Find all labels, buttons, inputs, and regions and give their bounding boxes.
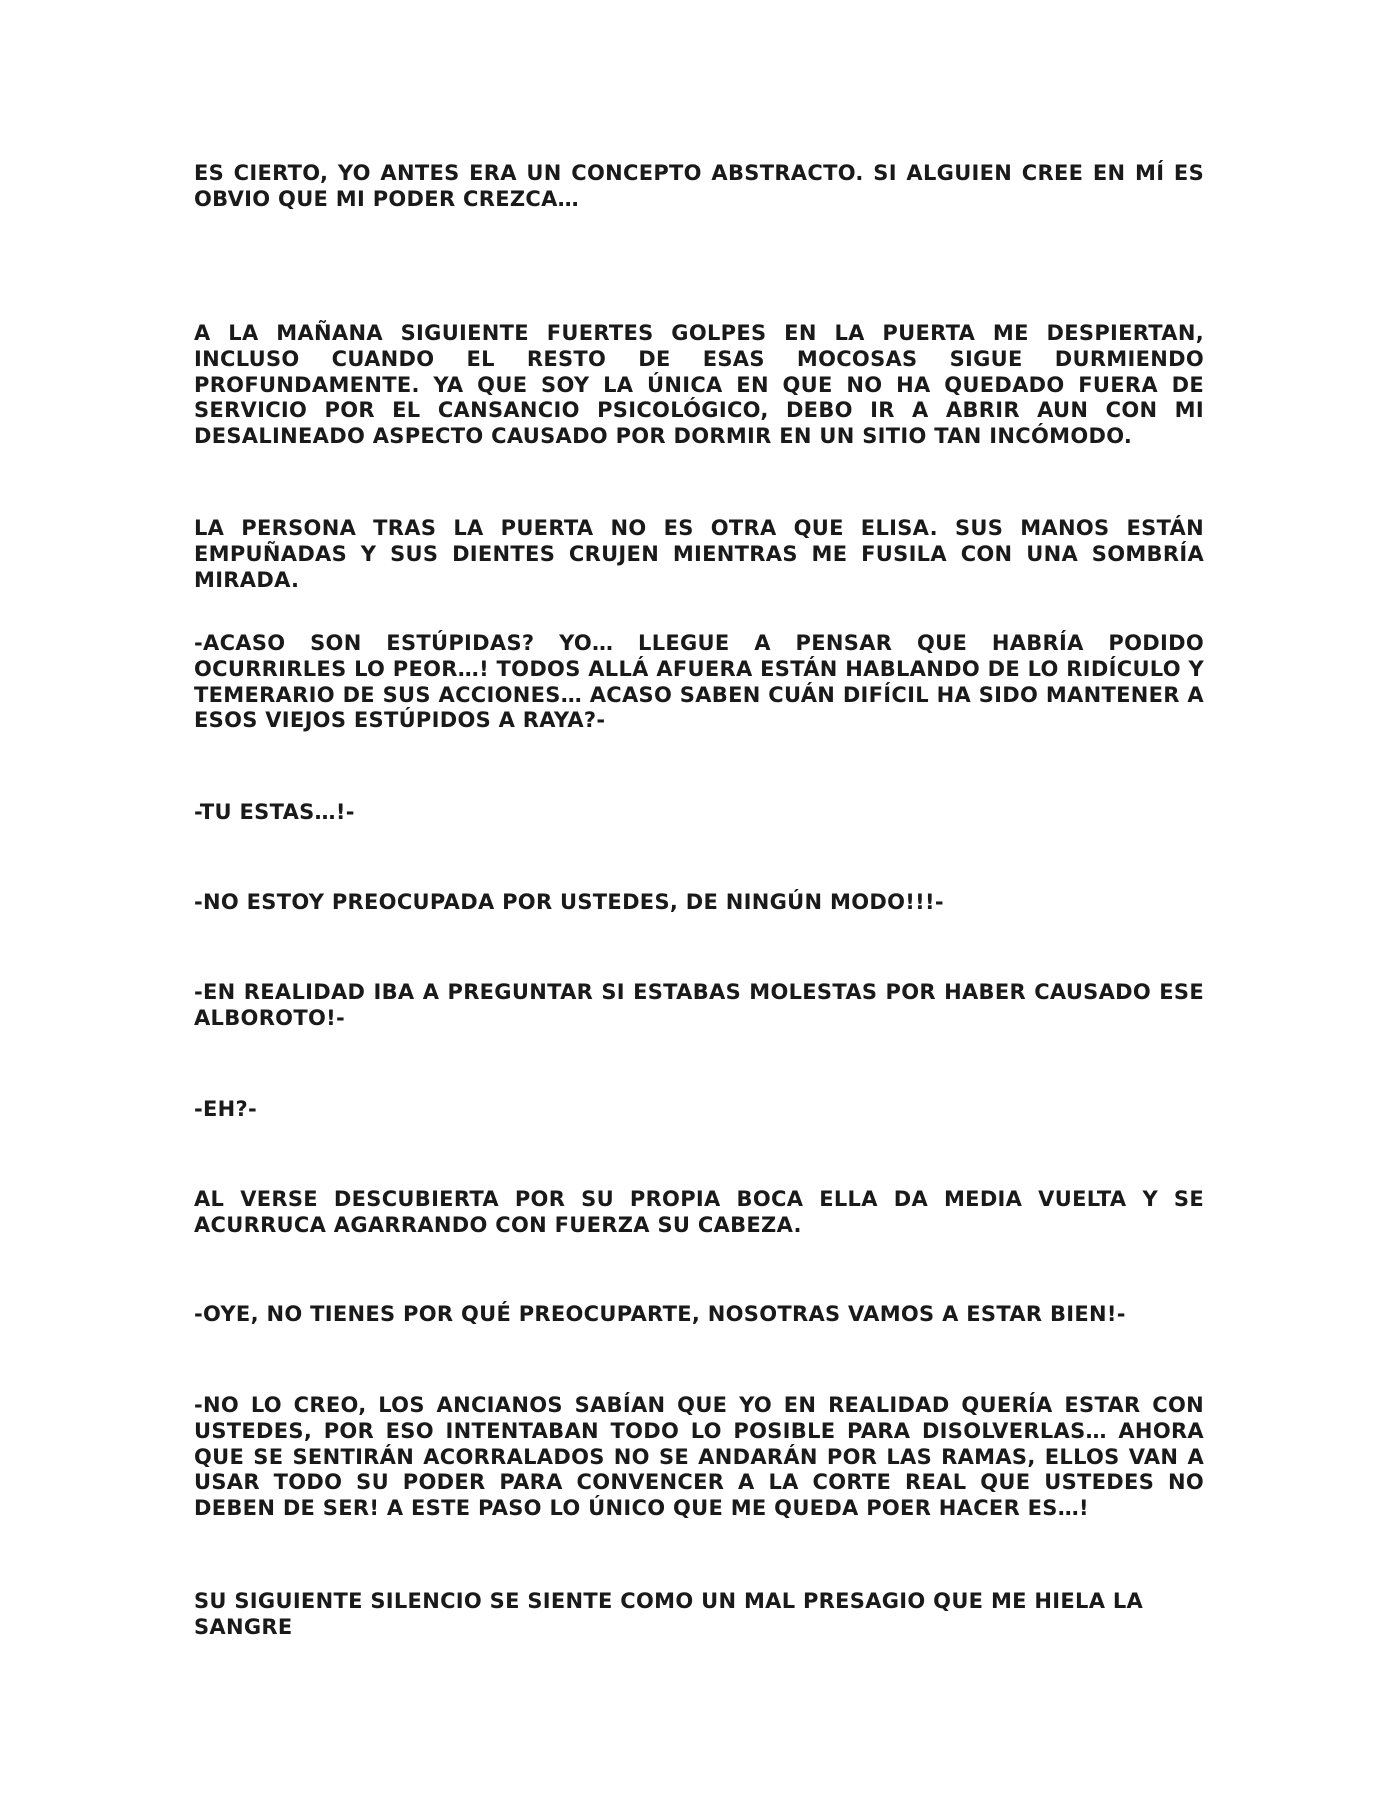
paragraph-6: -NO ESTOY PREOCUPADA POR USTEDES, DE NINGÚN MODO!!!- — [194, 890, 944, 914]
paragraph-11: -NO LO CREO, LOS ANCIANOS SABÍAN QUE YO EN REALIDAD QUERÍA ESTAR CON USTEDES, POR ESO INTENTABAN TODO LO POSIBLE PARA DISOLVERLAS… AHORA QUE SE SENTIRÁN ACORRALADOS NO SE ANDARÁN POR LAS RAMAS, ELLOS VAN A USAR TODO SU PODER PARA CONVENCER A LA CORTE REAL QUE USTEDES NO DEBEN DE SER! A ESTE PASO LO ÚNICO QUE ME QUEDA POER HACER ES…! — [194, 1393, 1204, 1521]
paragraph-4: -ACASO SON ESTÚPIDAS? YO… LLEGUE A PENSAR QUE HABRÍA PODIDO OCURRIRLES LO PEOR…! TODOS ALLÁ AFUERA ESTÁN HABLANDO DE LO RIDÍCULO Y TEMERARIO DE SUS ACCIONES… ACASO SABEN CUÁN DIFÍCIL HA SIDO MANTENER A ESOS VIEJOS ESTÚPIDOS A RAYA?- — [194, 631, 1204, 733]
paragraph-2: A LA MAÑANA SIGUIENTE FUERTES GOLPES EN LA PUERTA ME DESPIERTAN, INCLUSO CUANDO EL RESTO DE ESAS MOCOSAS SIGUE DURMIENDO PROFUNDAMENTE. YA QUE SOY LA ÚNICA EN QUE NO HA QUEDADO FUERA DE SERVICIO POR EL CANSANCIO PSICOLÓGICO, DEBO IR A ABRIR AUN CON MI DESALINEADO ASPECTO CAUSADO POR DORMIR EN UN SITIO TAN INCÓMODO. — [194, 321, 1204, 449]
paragraph-12: SU SIGUIENTE SILENCIO SE SIENTE COMO UN MAL PRESAGIO QUE ME HIELA LA SANGRE — [194, 1589, 1144, 1639]
paragraph-10: -OYE, NO TIENES POR QUÉ PREOCUPARTE, NOSOTRAS VAMOS A ESTAR BIEN!- — [194, 1302, 1126, 1326]
paragraph-1: ES CIERTO, YO ANTES ERA UN CONCEPTO ABSTRACTO. SI ALGUIEN CREE EN MÍ ES OBVIO QUE MI PODER CREZCA… — [194, 161, 1204, 211]
paragraph-9: AL VERSE DESCUBIERTA POR SU PROPIA BOCA ELLA DA MEDIA VUELTA Y SE ACURRUCA AGARRANDO CON FUERZA SU CABEZA. — [194, 1187, 1204, 1237]
paragraph-3: LA PERSONA TRAS LA PUERTA NO ES OTRA QUE ELISA. SUS MANOS ESTÁN EMPUÑADAS Y SUS DIENTES CRUJEN MIENTRAS ME FUSILA CON UNA SOMBRÍA MIRADA. — [194, 516, 1204, 592]
paragraph-5: -TU ESTAS…!- — [194, 800, 355, 824]
paragraph-7: -EN REALIDAD IBA A PREGUNTAR SI ESTABAS MOLESTAS POR HABER CAUSADO ESE ALBOROTO!- — [194, 980, 1204, 1030]
paragraph-8: -EH?- — [194, 1097, 258, 1121]
